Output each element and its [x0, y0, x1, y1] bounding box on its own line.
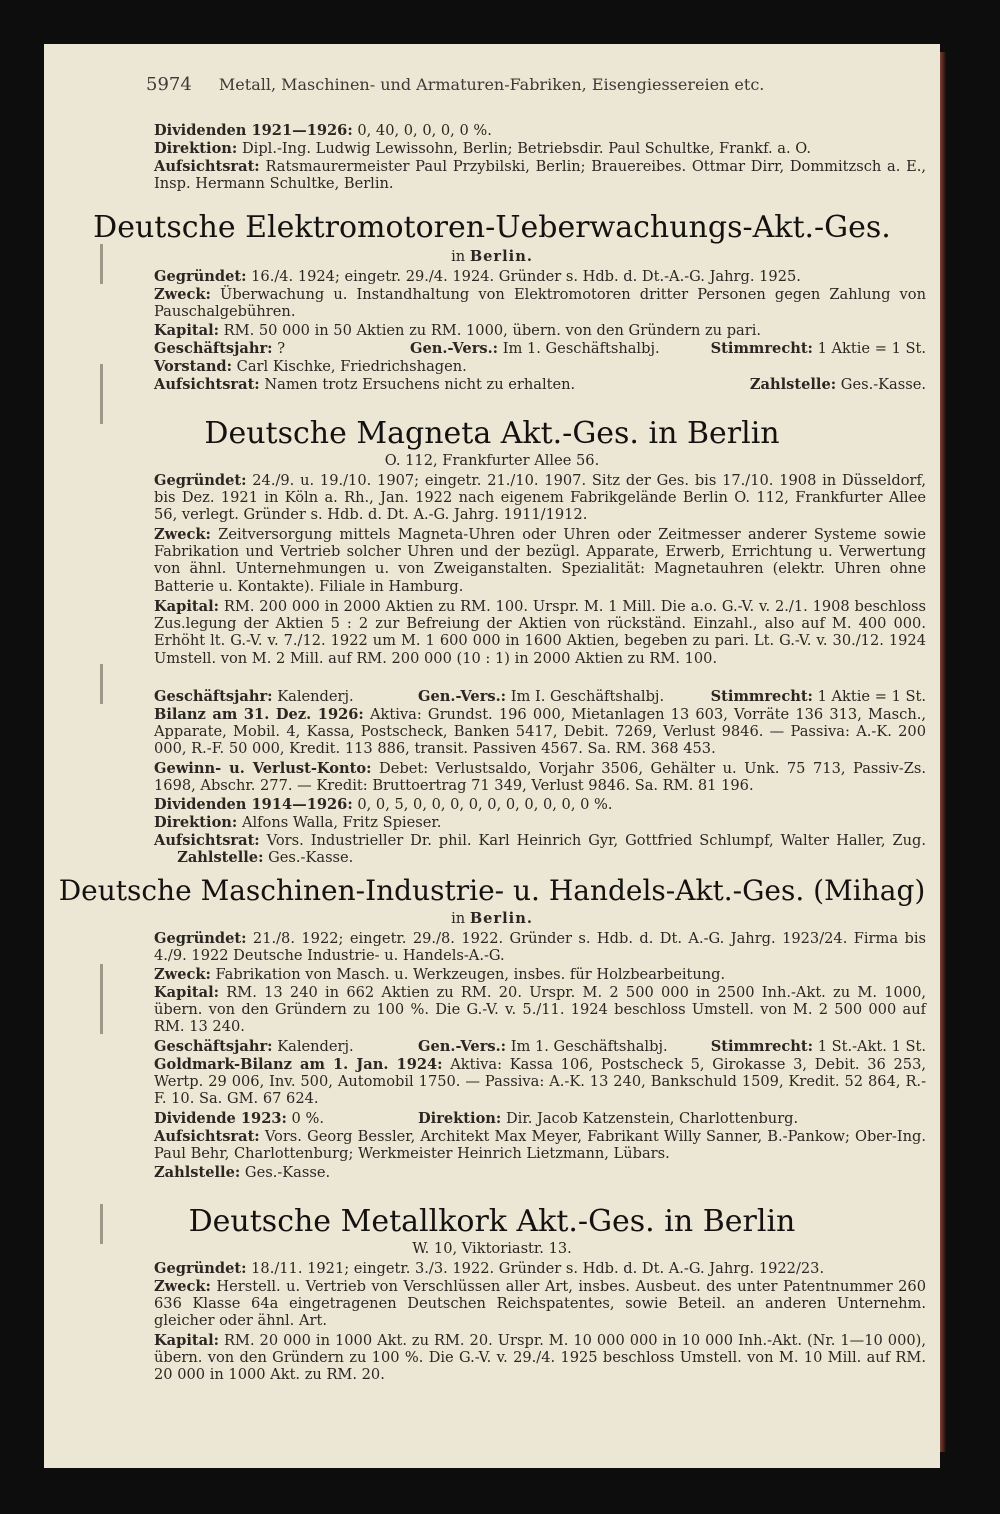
margin-mark — [100, 964, 103, 1034]
entry1-vorstand: Vorstand: Carl Kischke, Friedrichshagen. — [154, 358, 467, 375]
entry2-kapital: Kapital: RM. 200 000 in 2000 Aktien zu RM. 100. Urspr. M. 1 Mill. Die a.o. G.-V. v. 2./1. 1908 beschloss Zus.legung der Aktien 5 : 2 zur Befreiung der Aktien von rückständ. Einzahl., also auf M. 400 000. Erhöht lt. G.-V. v. 7./12. 1922 um M. 1 600 000 in 1600 Aktien, begeben zu pari. Lt. G.-V. v. 30./12. 1924 Umstell. von M. 2 Mill. auf RM. 200 000 (10 : 1) in 2000 Aktien zu RM. 100. — [154, 598, 927, 667]
entry2-bilanz: Bilanz am 31. Dez. 1926: Aktiva: Grundst. 196 000, Mietanlagen 13 603, Vorräte 136 313, Masch., Apparate, Mobil. 4, Kassa, Postscheck, Banken 5417, Debit. 7269, Verlust 9846. — Passiva: A.-K. 200 000, R.-F. 50 000, Kredit. 113 886, transit. Passiven 4567. Sa. RM. 368 453. — [154, 706, 927, 758]
entry3-location: in Berlin. — [451, 910, 533, 927]
entry1-ar-row: Aufsichtsrat: Namen trotz Ersuchens nicht zu erhalten. Zahlstelle: Ges.-Kasse. — [154, 376, 926, 393]
entry3-div-row: Dividende 1923: 0 %. Direktion: Dir. Jacob Katzenstein, Charlottenburg. — [154, 1110, 799, 1127]
entry3-kapital: Kapital: RM. 13 240 in 662 Aktien zu RM. 20. Urspr. M. 2 500 000 in 2500 Inh.-Akt. zu M. 1000, übern. von den Gründern zu 100 %. Die G.-V. v. 5./11. 1924 beschloss Umstell. von M. 2 500 000 auf RM. 13 240. — [154, 984, 926, 1036]
prev-direktion: Direktion: Dipl.-Ing. Ludwig Lewissohn, Berlin; Betriebsdir. Paul Schultke, Frankf. a. O. — [154, 140, 811, 157]
entry4-address: W. 10, Viktoriastr. 13. — [412, 1240, 572, 1257]
entry1-title: Deutsche Elektromotoren-Ueberwachungs-Akt.-Ges. — [93, 210, 891, 245]
entry3-zweck: Zweck: Fabrikation von Masch. u. Werkzeugen, insbes. für Holzbearbeitung. — [154, 966, 726, 983]
entry2-dividenden: Dividenden 1914—1926: 0, 0, 5, 0, 0, 0, 0, 0, 0, 0, 0, 0, 0 %. — [154, 796, 613, 813]
entry1-gj-row: Geschäftsjahr: ? Gen.-Vers.: Im 1. Geschäftshalbj. Stimmrecht: 1 Aktie = 1 St. — [154, 340, 926, 357]
entry2-address: O. 112, Frankfurter Allee 56. — [384, 452, 600, 469]
book-page — [44, 44, 940, 1468]
entry3-aufsichtsrat: Aufsichtsrat: Vors. Georg Bessler, Architekt Max Meyer, Fabrikant Willy Sanner, B.-Pankow; Ober-Ing. Paul Behr, Charlottenburg; Werkmeister Heinrich Lietzmann, Lübars. — [154, 1128, 926, 1163]
prev-aufsichtsrat: Aufsichtsrat: Ratsmaurermeister Paul Przybilski, Berlin; Brauereibes. Ottmar Dirr, Dommitzsch a. E., Insp. Hermann Schultke, Berlin. — [154, 158, 927, 193]
running-header — [146, 74, 764, 95]
entry2-direktion: Direktion: Alfons Walla, Fritz Spieser. — [154, 814, 442, 831]
margin-mark — [100, 664, 103, 704]
entry4-zweck: Zweck: Herstell. u. Vertrieb von Verschlüssen aller Art, insbes. Ausbeut. des unter Patentnummer 260 636 Klasse 64a eingetragenen Deutschen Reichspatentes, sowie Beteil. an anderen Unternehm. gleicher oder ähnl. Art. — [154, 1278, 926, 1330]
entry3-bilanz: Goldmark-Bilanz am 1. Jan. 1924: Aktiva: Kassa 106, Postscheck 5, Girokasse 3, Debit. 36 253, Wertp. 29 006, Inv. 500, Automobil 1750. — Passiva: A.-K. 13 240, Bankschuld 1509, Kredit. 52 864, R.-F. 10. Sa. GM. 67 624. — [154, 1056, 926, 1108]
entry2-gegruendet: Gegründet: 24./9. u. 19./10. 1907; eingetr. 21./10. 1907. Sitz der Ges. bis 17./10. 1908 in Düsseldorf, bis Dez. 1921 in Köln a. Rh., Jan. 1922 nach eigenem Fabrikgelände Berlin O. 112, Frankfurter Allee 56, verlegt. Gründer s. Hdb. d. Dt. A.-G. Jahrg. 1911/1912. — [154, 472, 926, 524]
entry1-kapital: Kapital: RM. 50 000 in 50 Aktien zu RM. 1000, übern. von den Gründern zu pari. — [154, 322, 762, 339]
entry1-zweck: Zweck: Überwachung u. Instandhaltung von Elektromotoren dritter Personen gegen Zahlung von Pauschalgebühren. — [154, 286, 926, 321]
entry3-title: Deutsche Maschinen-Industrie- u. Handels-Akt.-Ges. (Mihag) — [58, 874, 926, 907]
margin-marks — [96, 244, 114, 1344]
entry3-gj-row: Geschäftsjahr: Kalenderj. Gen.-Vers.: Im 1. Geschäftshalbj. Stimmrecht: 1 St.-Akt. 1 St. — [154, 1038, 926, 1055]
entry1-gegruendet: Gegründet: 16./4. 1924; eingetr. 29./4. 1924. Gründer s. Hdb. d. Dt.-A.-G. Jahrg. 1925. — [154, 268, 801, 285]
entry1-location: in Berlin. — [451, 248, 533, 265]
entry3-gegruendet: Gegründet: 21./8. 1922; eingetr. 29./8. 1922. Gründer s. Hdb. d. Dt. A.-G. Jahrg. 1923/24. Firma bis 4./9. 1922 Deutsche Industrie- u. Handels-A.-G. — [154, 930, 926, 965]
entry2-title: Deutsche Magneta Akt.-Ges. in Berlin — [204, 416, 780, 451]
entry2-aufsichtsrat: Aufsichtsrat: Vors. Industrieller Dr. phil. Karl Heinrich Gyr, Gottfried Schlumpf, Walter Haller, Zug. Zahlstelle: Ges.-Kasse. — [154, 832, 926, 867]
entry4-title: Deutsche Metallkork Akt.-Ges. in Berlin — [188, 1204, 796, 1239]
entry2-zweck: Zweck: Zeitversorgung mittels Magneta-Uhren oder Uhren oder Zeitmesser anderer Systeme sowie Fabrikation und Vertrieb solcher Uhren und der bezügl. Apparate, Erwerb, Errichtung u. Verwertung von ähnl. Unternehmungen u. von Zweiganstalten. Spezialität: Magnetauhren (elektr. Uhren ohne Batterie u. Kontakte). Filiale in Hamburg. — [154, 526, 926, 595]
entry3-zahlstelle: Zahlstelle: Ges.-Kasse. — [154, 1164, 331, 1181]
entry4-gegruendet: Gegründet: 18./11. 1921; eingetr. 3./3. 1922. Gründer s. Hdb. d. Dt. A.-G. Jahrg. 1922/23. — [154, 1260, 825, 1277]
prev-dividenden: Dividenden 1921—1926: 0, 40, 0, 0, 0, 0 %. — [154, 122, 492, 139]
margin-mark — [100, 364, 103, 424]
entry2-gj-row: Geschäftsjahr: Kalenderj. Gen.-Vers.: Im I. Geschäftshalbj. Stimmrecht: 1 Aktie = 1 St. — [154, 688, 926, 705]
page-number: 5974 — [146, 74, 192, 95]
entry2-gewinn: Gewinn- u. Verlust-Konto: Debet: Verlustsaldo, Vorjahr 3506, Gehälter u. Unk. 75 713, Passiv-Zs. 1698, Abschr. 277. — Kredit: Bruttoertrag 71 349, Verlust 9846. Sa. RM. 81 196. — [154, 760, 926, 795]
running-title: Metall, Maschinen- und Armaturen-Fabriken, Eisengiessereien etc. — [218, 75, 765, 94]
entry4-kapital: Kapital: RM. 20 000 in 1000 Akt. zu RM. 20. Urspr. M. 10 000 000 in 10 000 Inh.-Akt. (Nr. 1—10 000), übern. von den Gründern zu 100 %. Die G.-V. v. 29./4. 1925 beschloss Umstell. von M. 10 Mill. auf RM. 20 000 in 1000 Akt. zu RM. 20. — [154, 1332, 926, 1384]
